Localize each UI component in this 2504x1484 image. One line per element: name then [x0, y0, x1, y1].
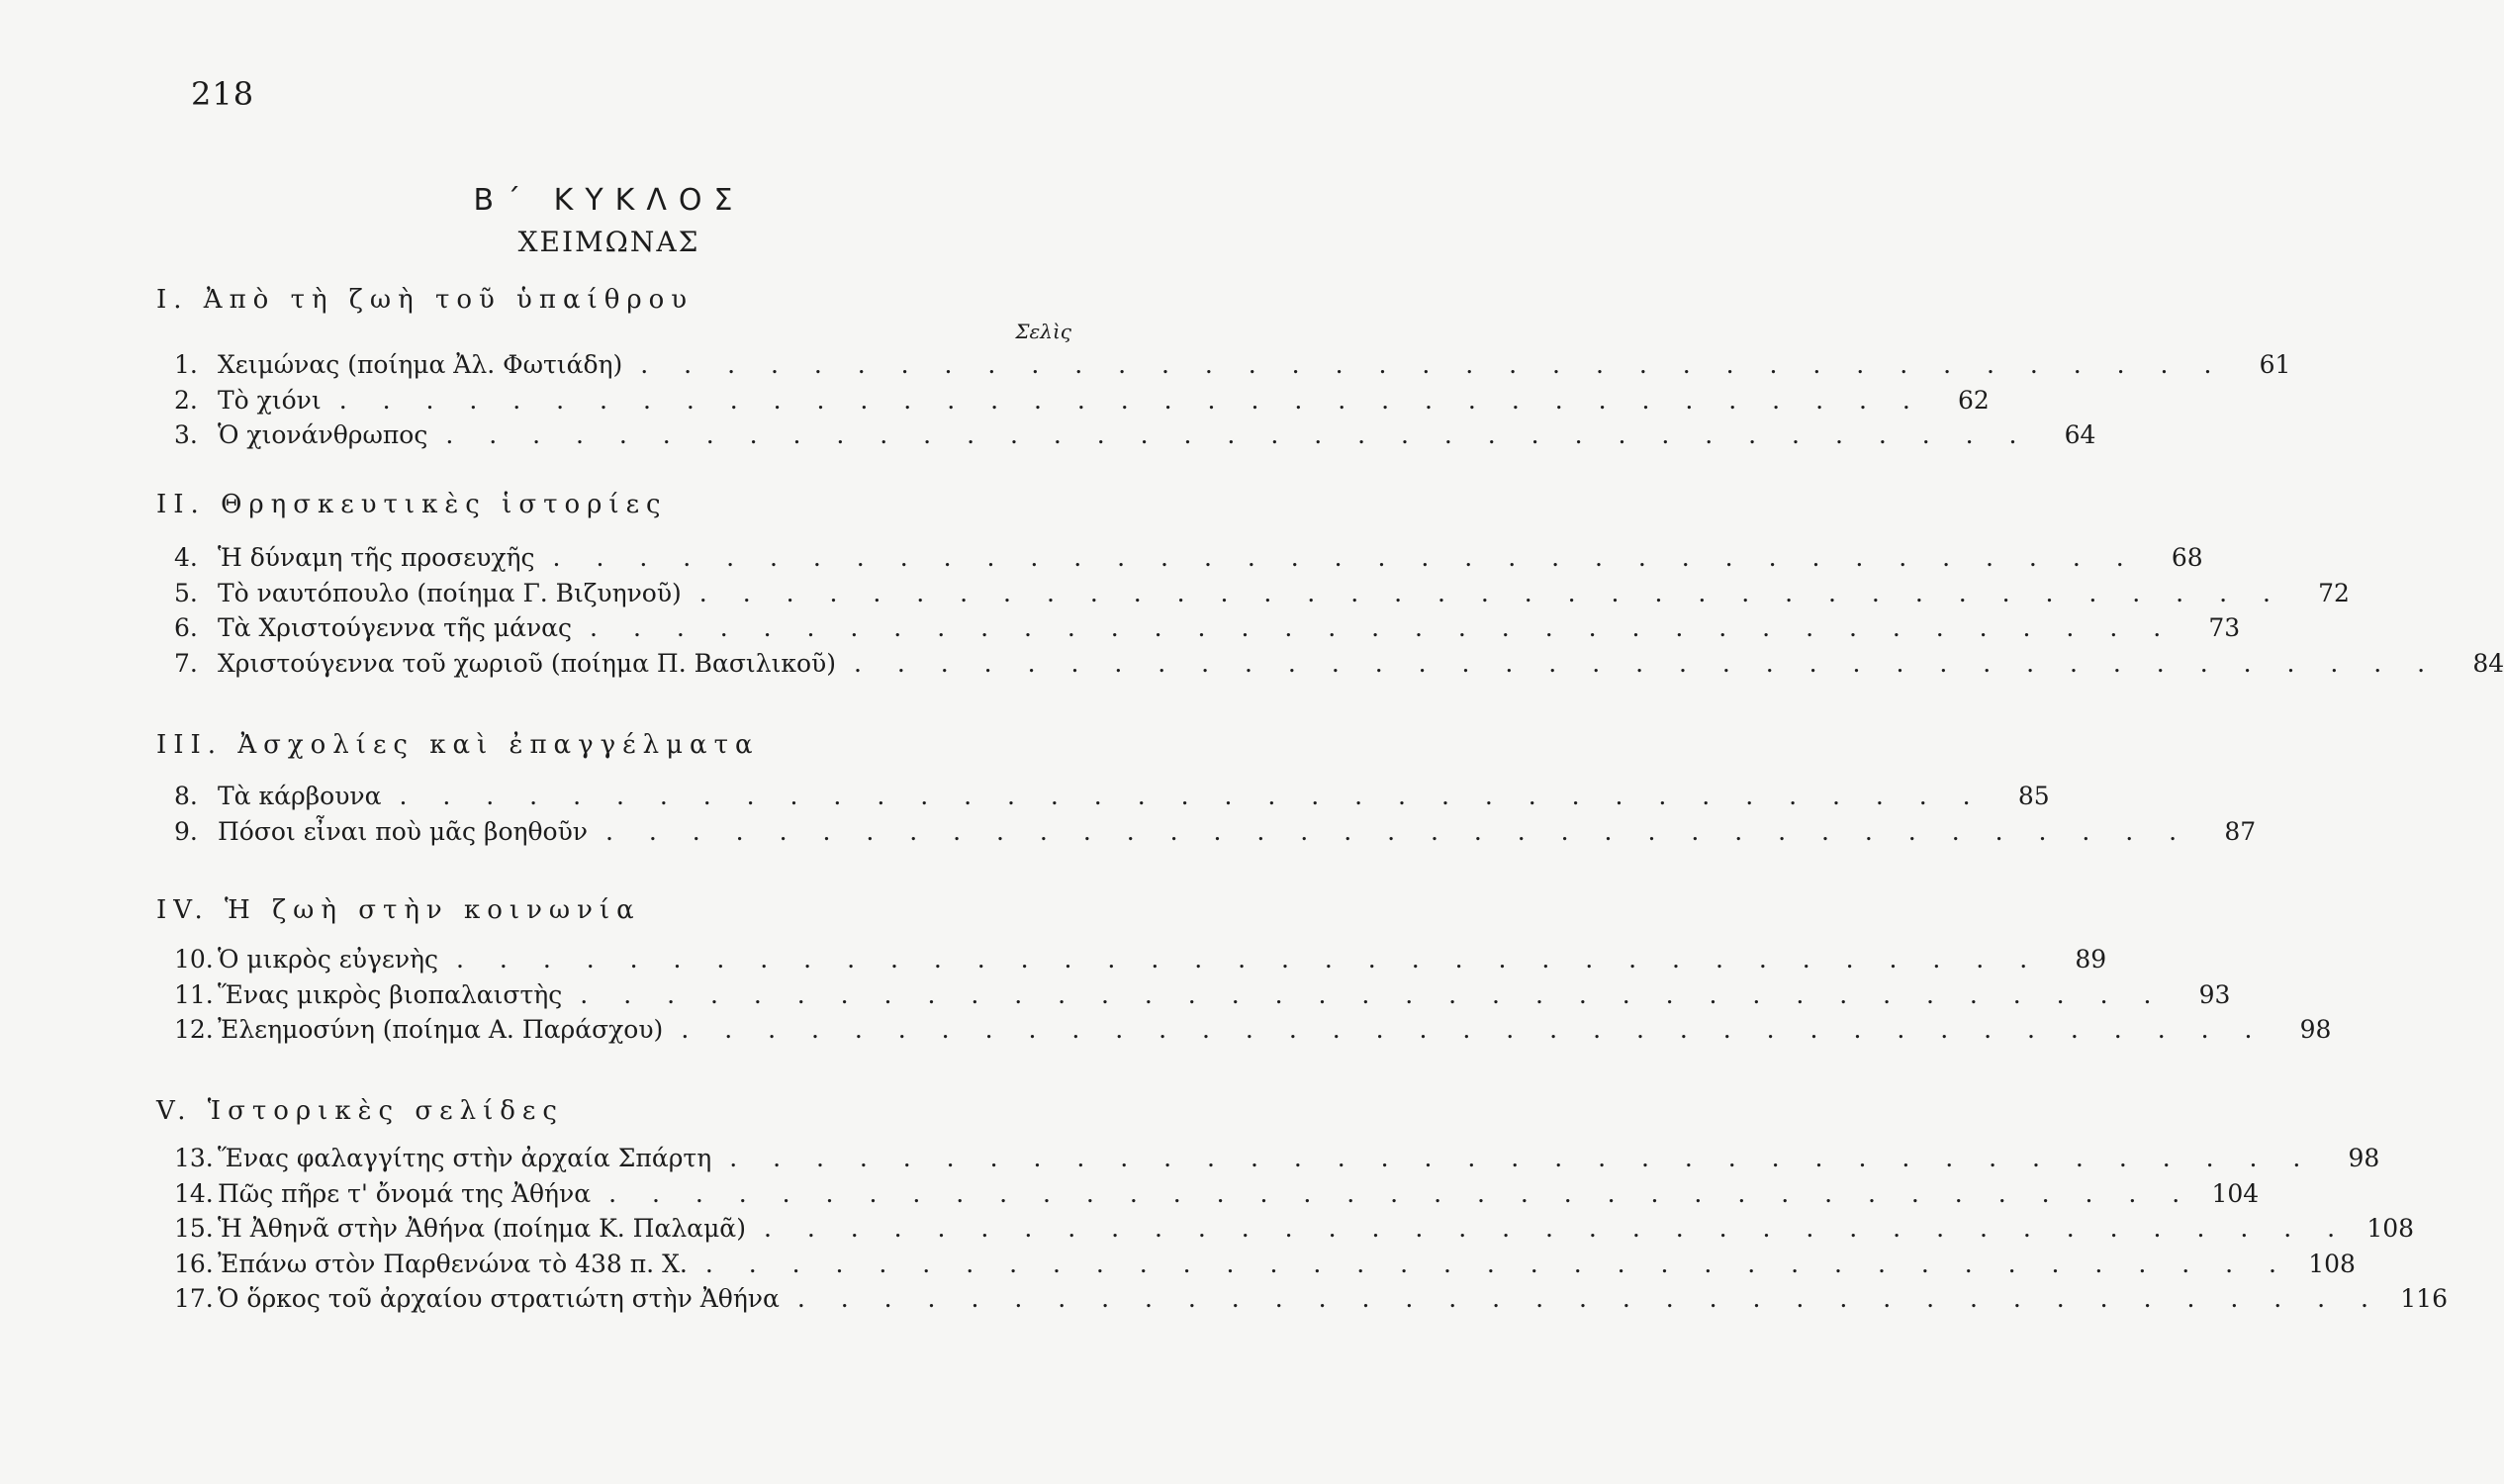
- dot-leader: . . . . . . . . . . . . . . . . . . . . . . . . . . . . . . . . . . . . .: [640, 350, 2226, 379]
- entry-title: Χριστούγεννα τοῦ χωριοῦ (ποίημα Π. Βασιλικοῦ): [218, 648, 836, 678]
- section-heading: I. Ἀπὸ τὴ ζωὴ τοῦ ὑπαίθρου: [156, 285, 695, 315]
- entry-title: Ὁ μικρὸς εὐγενὴς: [218, 945, 439, 974]
- dot-leader: . . . . . . . . . . . . . . . . . . . . . . . . . . . . . . . . . . . . .: [580, 979, 2166, 1009]
- entry-title: Ἐλεημοσύνη (ποίημα Α. Παράσχου): [218, 1015, 664, 1044]
- entry-number: 14.: [174, 1178, 214, 1208]
- entry-number: 6.: [174, 613, 198, 642]
- entry-title: Τὸ χιόνι: [218, 385, 322, 415]
- entry-page: 108: [2366, 1214, 2415, 1243]
- entry-number: 17.: [174, 1284, 214, 1313]
- entry-page: 98: [2299, 1015, 2332, 1044]
- toc-entry-list: [174, 1141, 2448, 1317]
- entry-page: 108: [2308, 1249, 2356, 1278]
- entry-title: Πόσοι εἶναι ποὺ μᾶς βοηθοῦν: [218, 816, 588, 846]
- entry-page: 64: [2064, 420, 2096, 449]
- entry-title: Ἕνας φαλαγγίτης στὴν ἀρχαία Σπάρτη: [218, 1144, 712, 1172]
- dot-leader: . . . . . . . . . . . . . . . . . . . . . . . . . . . . . . . . . . . . .: [698, 578, 2284, 607]
- dot-leader: . . . . . . . . . . . . . . . . . . . . . . . . . . . . . . . . . . . . .: [704, 1249, 2290, 1278]
- section-heading: IV. Ἡ ζωὴ στὴν κοινωνία: [156, 895, 641, 925]
- dot-leader: . . . . . . . . . . . . . . . . . . . . . . . . . . . . . . . . . . . . .: [729, 1144, 2315, 1172]
- entry-number: 7.: [174, 648, 198, 678]
- toc-entry[interactable]: [174, 576, 2350, 611]
- entry-number: 3.: [174, 420, 198, 449]
- entry-page: 98: [2348, 1144, 2380, 1172]
- dot-leader: . . . . . . . . . . . . . . . . . . . . . . . . . . . . . . . . . . . . .: [854, 648, 2440, 678]
- entry-number: 8.: [174, 782, 198, 810]
- toc-entry[interactable]: [174, 1211, 2415, 1247]
- page-number: 218: [191, 75, 255, 113]
- toc-entry[interactable]: [174, 1281, 2448, 1317]
- entry-title: Ἐπάνω στὸν Παρθενώνα τὸ 438 π. Χ.: [218, 1249, 688, 1278]
- toc-entry[interactable]: [174, 1247, 2356, 1282]
- entry-title: Ὁ χιονάνθρωπος: [218, 420, 428, 449]
- entry-number: 1.: [174, 350, 198, 379]
- entry-number: 10.: [174, 945, 214, 974]
- toc-entry[interactable]: [174, 383, 1990, 418]
- entry-title: Ἕνας μικρὸς βιοπαλαιστὴς: [218, 979, 563, 1009]
- dot-leader: . . . . . . . . . . . . . . . . . . . . . . . . . . . . . . . . . . . . .: [338, 385, 1924, 415]
- entry-title: Χειμώνας (ποίημα Ἀλ. Φωτιάδη): [218, 350, 623, 379]
- toc-entry[interactable]: [174, 1176, 2260, 1212]
- entry-page: 93: [2198, 979, 2231, 1009]
- dot-leader: . . . . . . . . . . . . . . . . . . . . . . . . . . . . . . . . . . . . .: [399, 782, 1985, 810]
- toc-entry-list: [174, 540, 2504, 681]
- toc-section: [156, 725, 2257, 849]
- pages-column-label: Σελὶς: [1015, 320, 1071, 343]
- toc-section: [156, 280, 2291, 453]
- entry-number: 15.: [174, 1214, 214, 1243]
- entry-page: 68: [2171, 543, 2203, 572]
- entry-title: Τὰ κάρβουνα: [218, 782, 382, 810]
- entry-page: 85: [2017, 782, 2050, 810]
- entry-page: 62: [1958, 385, 1990, 415]
- dot-leader: . . . . . . . . . . . . . . . . . . . . . . . . . . . . . . . . . . . . .: [608, 1178, 2194, 1208]
- section-heading: V. Ἱστορικὲς σελίδες: [156, 1096, 564, 1126]
- toc-entry[interactable]: [174, 977, 2231, 1013]
- entry-title: Ἡ Ἀθηνᾶ στὴν Ἀθήνα (ποίημα Κ. Παλαμᾶ): [218, 1214, 746, 1243]
- toc-entry[interactable]: [174, 646, 2504, 682]
- cycle-title: Β΄ ΚΥΚΛΟΣ: [473, 183, 745, 218]
- entry-number: 2.: [174, 385, 198, 415]
- entry-page: 116: [2400, 1284, 2448, 1313]
- entry-number: 11.: [174, 979, 214, 1009]
- toc-entry-list: [174, 942, 2332, 1048]
- toc-section: [156, 1091, 2448, 1317]
- entry-page: 87: [2224, 816, 2257, 846]
- section-heading: II. Θρησκευτικὲς ἱστορίες: [156, 490, 668, 519]
- dot-leader: . . . . . . . . . . . . . . . . . . . . . . . . . . . . . . . . . . . . .: [445, 420, 2031, 449]
- entry-number: 13.: [174, 1144, 214, 1172]
- toc-entry[interactable]: [174, 779, 2050, 814]
- entry-number: 5.: [174, 578, 198, 607]
- toc-entry[interactable]: [174, 942, 2107, 977]
- entry-number: 16.: [174, 1249, 214, 1278]
- entry-page: 89: [2075, 945, 2107, 974]
- dot-leader: . . . . . . . . . . . . . . . . . . . . . . . . . . . . . . . . . . . . .: [456, 945, 2042, 974]
- section-heading: III. Ἀσχολίες καὶ ἐπαγγέλματα: [156, 730, 760, 760]
- toc-entry[interactable]: [174, 610, 2241, 646]
- entry-title: Τὸ ναυτόπουλο (ποίημα Γ. Βιζυηνοῦ): [218, 578, 682, 607]
- toc-entry[interactable]: [174, 1141, 2380, 1176]
- toc-section: [156, 485, 2504, 681]
- entry-title: Ἡ δύναμη τῆς προσευχῆς: [218, 543, 535, 572]
- toc-entry[interactable]: [174, 347, 2291, 383]
- entry-title: Πῶς πῆρε τ' ὄνομά της Ἀθήνα: [218, 1178, 592, 1208]
- dot-leader: . . . . . . . . . . . . . . . . . . . . . . . . . . . . . . . . . . . . .: [552, 543, 2138, 572]
- dot-leader: . . . . . . . . . . . . . . . . . . . . . . . . . . . . . . . . . . . . .: [763, 1214, 2350, 1243]
- entry-page: 73: [2208, 613, 2241, 642]
- season-title: ΧΕΙΜΩΝΑΣ: [517, 226, 700, 258]
- toc-entry-list: [174, 779, 2257, 849]
- dot-leader: . . . . . . . . . . . . . . . . . . . . . . . . . . . . . . . . . . . . .: [796, 1284, 2382, 1313]
- entry-number: 9.: [174, 816, 198, 846]
- entry-number: 4.: [174, 543, 198, 572]
- entry-page: 72: [2318, 578, 2350, 607]
- toc-section: [156, 890, 2332, 1048]
- toc-entry-list: [174, 347, 2291, 453]
- dot-leader: . . . . . . . . . . . . . . . . . . . . . . . . . . . . . . . . . . . . .: [681, 1015, 2267, 1044]
- toc-entry[interactable]: [174, 814, 2257, 850]
- toc-entry[interactable]: [174, 417, 2096, 453]
- toc-entry[interactable]: [174, 540, 2203, 576]
- entry-number: 12.: [174, 1015, 214, 1044]
- entry-title: Τὰ Χριστούγεννα τῆς μάνας: [218, 613, 573, 642]
- entry-page: 104: [2211, 1178, 2260, 1208]
- entry-page: 61: [2259, 350, 2291, 379]
- toc-entry[interactable]: [174, 1012, 2332, 1048]
- dot-leader: . . . . . . . . . . . . . . . . . . . . . . . . . . . . . . . . . . . . .: [590, 613, 2176, 642]
- entry-title: Ὁ ὅρκος τοῦ ἀρχαίου στρατιώτη στὴν Ἀθήνα: [218, 1284, 780, 1313]
- entry-page: 84: [2472, 648, 2504, 678]
- dot-leader: . . . . . . . . . . . . . . . . . . . . . . . . . . . . . . . . . . . . .: [605, 816, 2191, 846]
